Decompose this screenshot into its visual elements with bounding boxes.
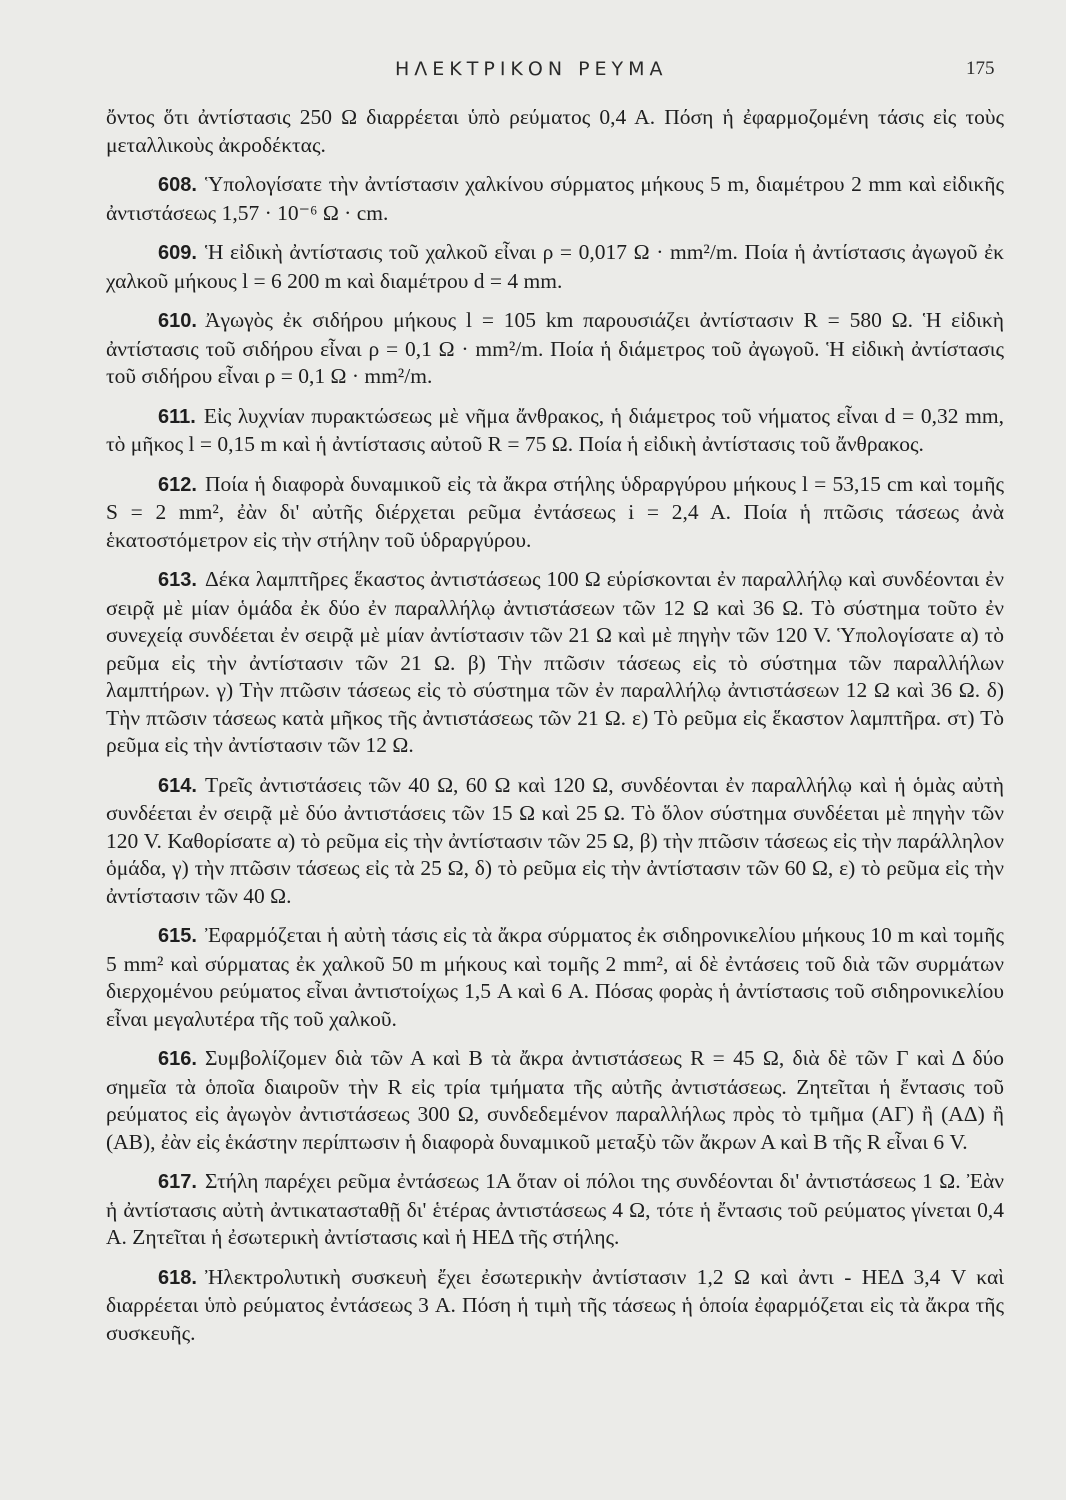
problem-text: Ἠλεκτρολυτικὴ συσκευὴ ἔχει ἐσωτερικὴν ἀντίστασιν 1,2 Ω καὶ ἀντι - ΗΕΔ 3,4 V καὶ διαρρέεται ὑπὸ ρεύματος ἐντάσεως 3 A. Πόση ἡ τιμὴ τῆς τάσεως ἡ ὁποία ἐφαρμόζεται εἰς τὰ ἄκρα τῆς συσκευῆς. <box>106 1264 1004 1345</box>
problem-number: 612. <box>158 473 197 496</box>
problem-text: Τρεῖς ἀντιστάσεις τῶν 40 Ω, 60 Ω καὶ 120 Ω, συνδέονται ἐν παραλλήλῳ καὶ ἡ ὁμὰς αὐτὴ συνδέεται ἐν σειρᾷ μὲ δύο ἀντιστάσεις τῶν 15 Ω καὶ 25 Ω. Τὸ ὅλον σύστημα συνδέεται μὲ πηγὴν τῶν 120 V. Καθορίσατε α) τὸ ρεῦμα εἰς τὴν ἀντίστασιν τῶν 25 Ω, β) τὴν πτῶσιν τάσεως εἰς τὴν παράλληλον ὁμάδα, γ) τὴν πτῶσιν τάσεως εἰς τὰ 25 Ω, δ) τὸ ρεῦμα εἰς τὴν ἀντίστασιν τῶν 60 Ω, ε) τὸ ρεῦμα εἰς τὴν ἀντίστασιν τῶν 40 Ω. <box>106 772 1004 908</box>
problem-text: Ἀγωγὸς ἐκ σιδήρου μήκους l = 105 km παρουσιάζει ἀντίστασιν R = 580 Ω. Ἡ εἰδικὴ ἀντίστασις τοῦ σιδήρου εἶναι ρ = 0,1 Ω · mm²/m. Ποία ἡ διάμετρος τοῦ ἀγωγοῦ. Ἡ εἰδικὴ ἀντίστασις τοῦ σιδήρου εἶναι ρ = 0,1 Ω · mm²/m. <box>106 308 1004 388</box>
problem-number: 609. <box>158 242 197 264</box>
problem-number: 614. <box>158 774 197 797</box>
problem-618 <box>106 1264 1004 1348</box>
problem-number: 615. <box>158 925 197 947</box>
problem-text: Ἡ εἰδικὴ ἀντίστασις τοῦ χαλκοῦ εἶναι ρ = 0,017 Ω · mm²/m. Ποία ἡ ἀντίστασις ἀγωγοῦ ἐκ χαλκοῦ μήκους l = 6 200 m καὶ διαμέτρου d = 4 mm. <box>106 240 1004 293</box>
problem-text: Ὑπολογίσατε τὴν ἀντίστασιν χαλκίνου σύρματος μήκους 5 m, διαμέτρου 2 mm καὶ εἰδικῆς ἀντιστάσεως 1,57 · 10⁻⁶ Ω · cm. <box>106 172 1004 225</box>
problem-609 <box>106 239 1004 295</box>
problem-number: 611. <box>158 405 196 428</box>
problem-617 <box>106 1168 1004 1252</box>
problem-number: 613. <box>158 569 197 591</box>
problem-number: 618. <box>158 1266 197 1289</box>
problem-612 <box>106 471 1004 555</box>
problem-614 <box>106 772 1004 911</box>
problem-text: Δέκα λαμπτῆρες ἕκαστος ἀντιστάσεως 100 Ω εὑρίσκονται ἐν παραλλήλῳ καὶ συνδέονται ἐν σειρᾷ μὲ μίαν ὁμάδα ἐκ δύο ἐν παραλλήλῳ ἀντιστάσεων τῶν 12 Ω καὶ 36 Ω. Τὸ σύστημα τοῦτο ἐν συνεχείᾳ συνδέεται ἐν σειρᾷ μὲ μίαν ἀντίστασιν τῶν 21 Ω καὶ μὲ πηγὴν τῶν 120 V. Ὑπολογίσατε α) τὸ ρεῦμα εἰς τὴν ἀντίστασιν τῶν 21 Ω. β) Τὴν πτῶσιν τάσεως εἰς τὸ σύστημα τῶν παραλλήλων λαμπτήρων. γ) Τὴν πτῶσιν τάσεως εἰς τὸ σύστημα τῶν ἐν παραλλήλῳ ἀντιστάσεων 12 Ω καὶ 36 Ω. δ) Τὴν πτῶσιν τάσεως κατὰ μῆκος τῆς ἀντιστάσεως τῶν 21 Ω. ε) Τὸ ρεῦμα εἰς ἕκαστον λαμπτῆρα. στ) Τὸ ρεῦμα εἰς τὴν ἀντίστασιν τῶν 12 Ω. <box>106 567 1004 757</box>
running-header <box>0 58 1066 88</box>
intro-paragraph: ὄντος ὅτι ἀντίστασις 250 Ω διαρρέεται ὑπὸ ρεύματος 0,4 Α. Πόση ἡ ἐφαρμοζομένη τάσις εἰς τοὺς μεταλλικοὺς ἀκροδέκτας. <box>106 105 1004 157</box>
problem-608 <box>106 171 1004 227</box>
problem-611 <box>106 403 1004 459</box>
problem-number: 617. <box>158 1171 197 1193</box>
problem-616 <box>106 1045 1004 1156</box>
body-text <box>106 104 1004 1359</box>
problem-text: Ἐφαρμόζεται ἡ αὐτὴ τάσις εἰς τὰ ἄκρα σύρματος ἐκ σιδηρονικελίου μήκους 10 m καὶ τομῆς 5 mm² καὶ σύρματας ἐκ χαλκοῦ 50 m μήκους καὶ τομῆς 2 mm², αἱ δὲ ἐντάσεις τοῦ διὰ τῶν συρμάτων διερχομένου ρεύματος εἶναι ἀντιστοίχως 1,5 A καὶ 6 A. Πόσας φορὰς ἡ ἀντίστασις τοῦ σιδηρονικελίου εἶναι μεγαλυτέρα τῆς τοῦ χαλκοῦ. <box>106 923 1004 1031</box>
problem-text: Εἰς λυχνίαν πυρακτώσεως μὲ νῆμα ἄνθρακος, ἡ διάμετρος τοῦ νήματος εἶναι d = 0,32 mm, τὸ μῆκος l = 0,15 m καὶ ἡ ἀντίστασις αὐτοῦ R = 75 Ω. Ποία ἡ εἰδικὴ ἀντίστασις τοῦ ἄνθρακος. <box>106 403 1004 456</box>
problem-615 <box>106 922 1004 1033</box>
problem-text: Ποία ἡ διαφορὰ δυναμικοῦ εἰς τὰ ἄκρα στήλης ὑδραργύρου μήκους l = 53,15 cm καὶ τομῆς S = 2 mm², ἐὰν δι' αὐτῆς διέρχεται ρεῦμα ἐντάσεως i = 2,4 A. Ποία ἡ πτῶσις τάσεως ἀνὰ ἑκατοστόμετρον εἰς τὴν στήλην τοῦ ὑδραργύρου. <box>106 471 1004 552</box>
problem-613 <box>106 566 1004 760</box>
problem-number: 616. <box>158 1048 197 1070</box>
problem-text: Στήλη παρέχει ρεῦμα ἐντάσεως 1A ὅταν οἱ πόλοι της συνδέονται δι' ἀντιστάσεως 1 Ω. Ἐὰν ἡ ἀντίστασις αὐτὴ ἀντικατασταθῇ δι' ἑτέρας ἀντιστάσεως 4 Ω, τότε ἡ ἔντασις τοῦ ρεύματος γίνεται 0,4 A. Ζητεῖται ἡ ἐσωτερικὴ ἀντίστασις καὶ ἡ ΗΕΔ τῆς στήλης. <box>106 1169 1004 1249</box>
problem-text: Συμβολίζομεν διὰ τῶν Α καὶ Β τὰ ἄκρα ἀντιστάσεως R = 45 Ω, διὰ δὲ τῶν Γ καὶ Δ δύο σημεῖα τὰ ὁποῖα διαιροῦν τὴν R εἰς τρία τμήματα τῆς αὐτῆς ἀντιστάσεως. Ζητεῖται ἡ ἔντασις τοῦ ρεύματος εἰς ἀγωγὸν ἀντιστάσεως 300 Ω, συνδεδεμένον παραλλήλως πρὸς τὸ τμῆμα (ΑΓ) ἢ (ΑΔ) ἢ (ΑΒ), ἐὰν εἰς ἑκάστην περίπτωσιν ἡ διαφορὰ δυναμικοῦ μεταξὺ τῶν ἄκρων Α καὶ Β τῆς R εἶναι 6 V. <box>106 1046 1004 1154</box>
problem-number: 610. <box>158 310 197 332</box>
problem-number: 608. <box>158 174 197 196</box>
page-number: 175 <box>966 58 995 79</box>
chapter-title: ΗΛΕΚΤΡΙΚΟΝ ΡΕΥΜΑ <box>395 58 668 80</box>
problem-610 <box>106 307 1004 391</box>
